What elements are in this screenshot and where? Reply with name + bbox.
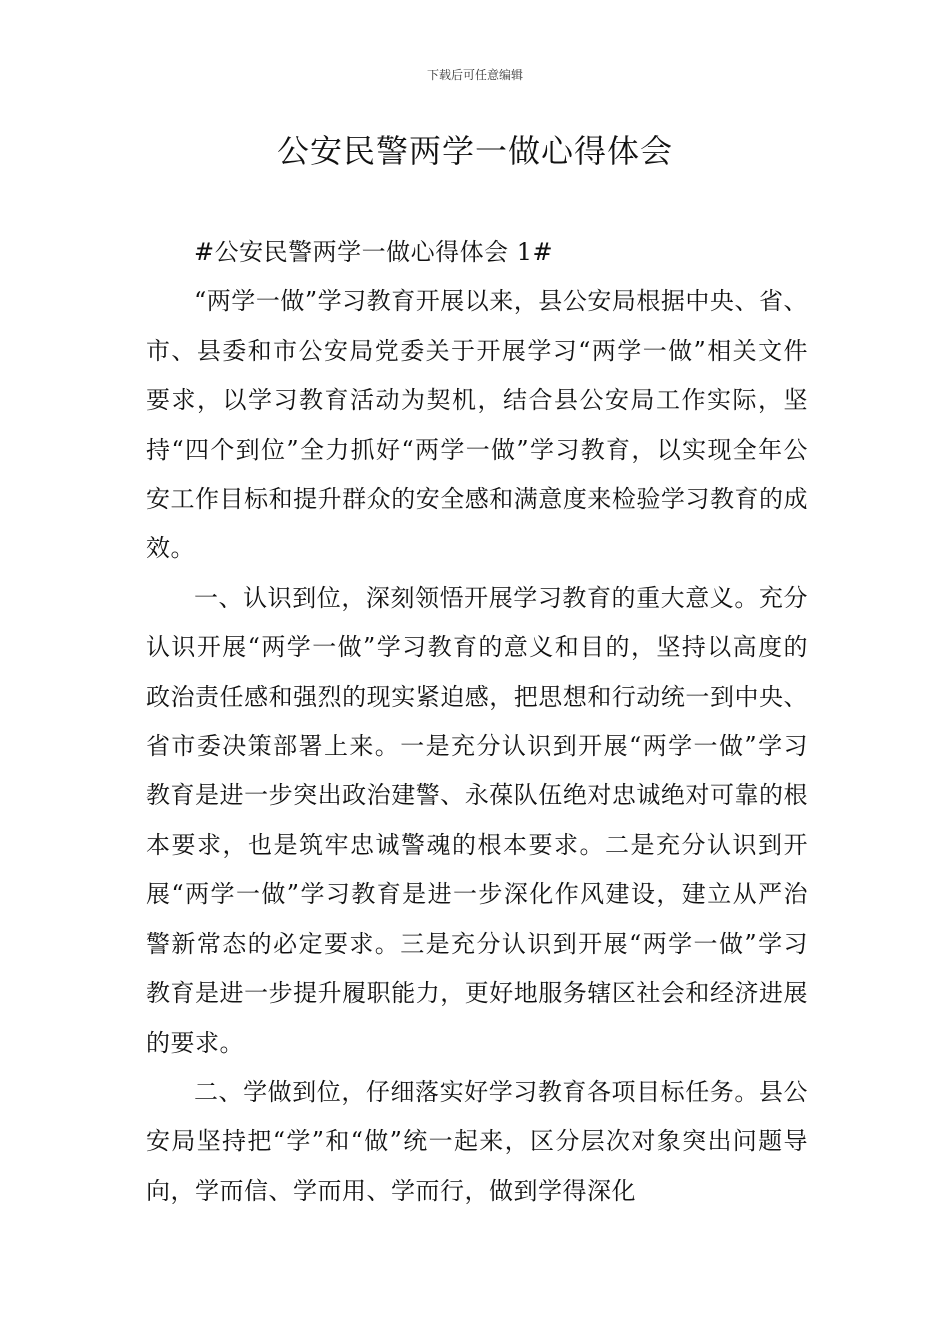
- paragraph-intro: “两学一做”学习教育开展以来，县公安局根据中央、省、市、县委和市公安局党委关于开展学习“两学一做”相关文件要求，以学习教育活动为契机，结合县公安局工作实际，坚持“四个到位”全力抓好“两学一做”学习教育，以实现全年公安工作目标和提升群众的安全感和满意度来检验学习教育的成效。: [146, 287, 808, 563]
- document-title: 公安民警两学一做心得体会: [276, 132, 673, 170]
- paragraph-section-one: 一、认识到位，深刻领悟开展学习教育的重大意义。充分认识开展“两学一做”学习教育的意义和目的，坚持以高度的政治责任感和强烈的现实紧迫感，把思想和行动统一到中央、省市委决策部署上来。一是充分认识到开展“两学一做”学习教育是进一步突出政治建警、永葆队伍绝对忠诚绝对可靠的根本要求，也是筑牢忠诚警魂的根本要求。二是充分认识到开展“两学一做”学习教育是进一步深化作风建设，建立从严治警新常态的必定要求。三是充分认识到开展“两学一做”学习教育是进一步提升履职能力，更好地服务辖区社会和经济进展的要求。: [146, 583, 808, 1057]
- paragraph-section-two: 二、学做到位，仔细落实好学习教育各项目标任务。县公安局坚持把“学”和“做”统一起来，区分层次对象突出问题导向，学而信、学而用、学而行，做到学得深化: [146, 1077, 808, 1205]
- section-heading: #公安民警两学一做心得体会 1#: [194, 238, 554, 266]
- header-note: 下载后可任意编辑: [426, 68, 523, 82]
- document-body: [146, 228, 808, 1216]
